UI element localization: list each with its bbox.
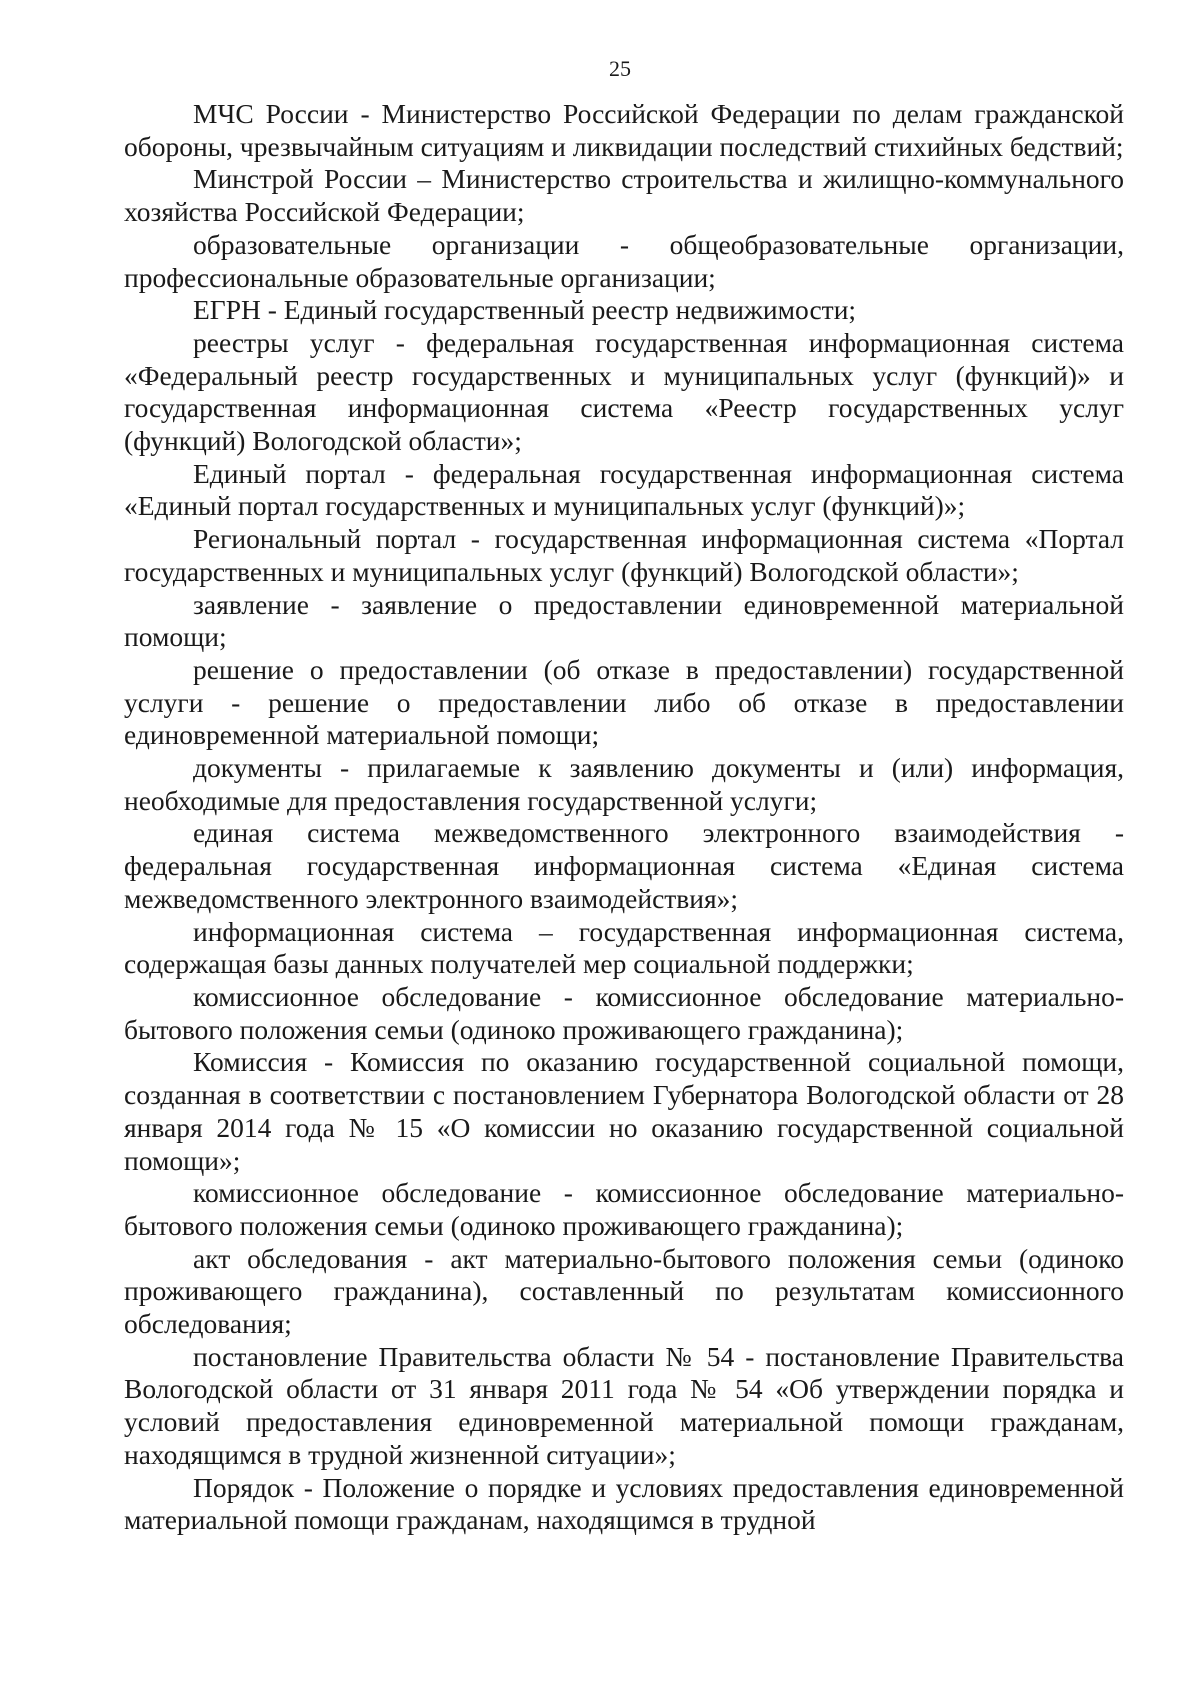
- definition-paragraph: Комиссия - Комиссия по оказанию государственной социальной помощи, созданная в соответствии с постановлением Губернатора Вологодской области от 28 января 2014 года № 15 «О комиссии но оказанию государственной социальной помощи»;: [124, 1046, 1124, 1176]
- definition-paragraph: заявление - заявление о предоставлении единовременной материальной помощи;: [124, 588, 1124, 653]
- definition-paragraph: ЕГРН - Единый государственный реестр недвижимости;: [193, 294, 857, 326]
- definition-paragraph: образовательные организации - общеобразовательные организации, профессиональные образовательные организации;: [124, 228, 1124, 293]
- definition-paragraph: Минстрой России – Министерство строительства и жилищно-коммунального хозяйства Российской Федерации;: [124, 163, 1124, 228]
- definition-paragraph: информационная система – государственная информационная система, содержащая базы данных получателей мер социальной поддержки;: [124, 915, 1124, 980]
- definition-paragraph: документы - прилагаемые к заявлению документы и (или) информация, необходимые для предоставления государственной услуги;: [124, 752, 1124, 816]
- definition-paragraph: комиссионное обследование - комиссионное обследование материально-бытового положения семьи (одиноко проживающего гражданина);: [124, 1177, 1124, 1241]
- definition-paragraph: решение о предоставлении (об отказе в предоставлении) государственной услуги - решение о предоставлении либо об отказе в предоставлении единовременной материальной помощи;: [124, 653, 1124, 751]
- definition-paragraph: Порядок - Положение о порядке и условиях предоставления единовременной материальной помощи гражданам, находящимся в трудной: [124, 1471, 1124, 1536]
- page-number: 25: [609, 56, 631, 81]
- definition-paragraph: Региональный портал - государственная информационная система «Портал государственных и муниципальных услуг (функций) Вологодской области»;: [124, 523, 1124, 587]
- definition-paragraph: постановление Правительства области № 54 - постановление Правительства Вологодской области от 31 января 2011 года № 54 «Об утверждении порядка и условий предоставления единовременной материальной помощи гражданам, находящимся в трудной жизненной ситуации»;: [124, 1340, 1124, 1470]
- definition-paragraph: единая система межведомственного электронного взаимодействия - федеральная государственная информационная система «Единая система межведомственного электронного взаимодействия»;: [124, 817, 1124, 914]
- definition-paragraph: Единый портал - федеральная государственная информационная система «Единый портал государственных и муниципальных услуг (функций)»;: [124, 457, 1124, 522]
- definition-paragraph: реестры услуг - федеральная государственная информационная система «Федеральный реестр государственных и муниципальных услуг (функций)» и государственная информационная система «Реестр государственных услуг (функций) Вологодской области»;: [124, 326, 1124, 457]
- definition-paragraph: МЧС России - Министерство Российской Федерации по делам гражданской обороны, чрезвычайным ситуациям и ликвидации последствий стихийных бедствий;: [124, 98, 1124, 162]
- document-body: [124, 98, 1124, 1537]
- definition-paragraph: акт обследования - акт материально-бытового положения семьи (одиноко проживающего гражданина), составленный по результатам комиссионного обследования;: [124, 1242, 1124, 1340]
- definition-paragraph: комиссионное обследование - комиссионное обследование материально-бытового положения семьи (одиноко проживающего гражданина);: [124, 980, 1124, 1045]
